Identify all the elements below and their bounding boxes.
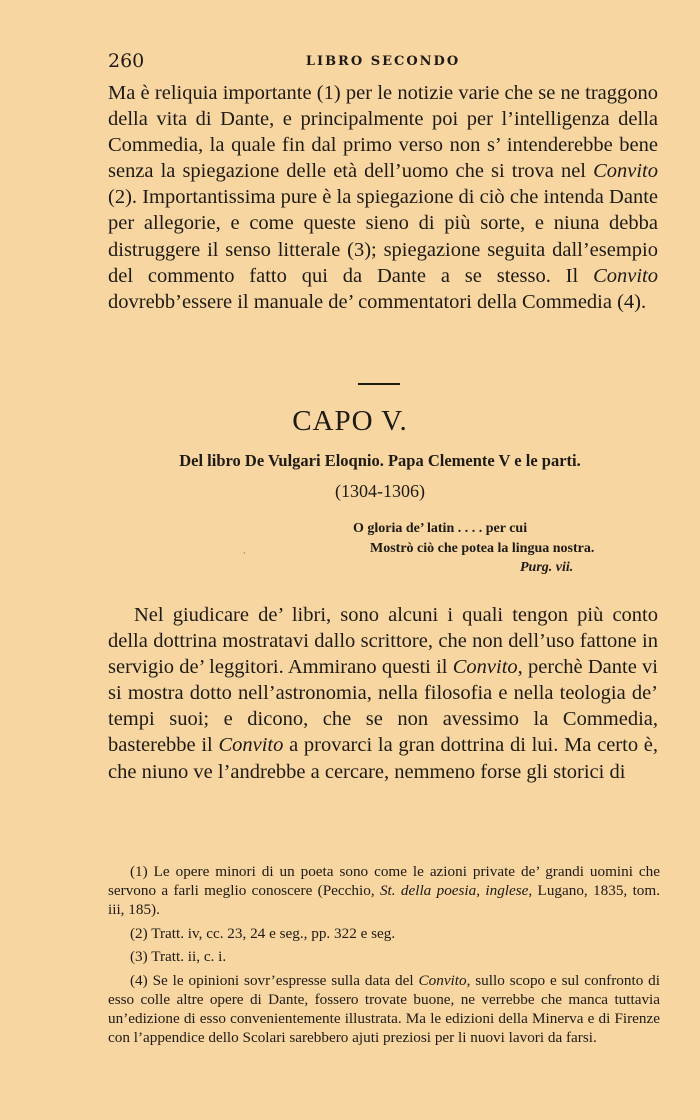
chapter-dates: (1304-1306): [335, 481, 425, 501]
footnote: [108, 924, 660, 943]
text-run: (4) Se le opinioni sovr’espresse sulla data del: [130, 971, 419, 989]
text-run: Nel giudicare de’ libri, sono alcuni i quali tengon più conto della dottrina mostratavi dallo scrittore, che non dell’uso fattone in servigio de’ leggitori. Ammirano questi il: [108, 604, 658, 679]
text-run: , Lugano, 1835, tom. iii, 185).: [108, 882, 660, 918]
chapter-subtitle: Del libro De Vulgari Eloqnio. Papa Clemente V e le parti.: [179, 451, 581, 470]
printing-speck: ·: [243, 549, 246, 558]
footnote: [108, 971, 660, 1047]
chapter-title: CAPO V.: [292, 405, 408, 437]
text-run: (2) Tratt. iv, cc. 23, 24 e seg., pp. 322 e seg.: [130, 924, 396, 942]
epigraph-source: Purg. vii.: [520, 560, 574, 575]
footnotes: [108, 862, 660, 1051]
italic-title: Convito: [452, 656, 518, 679]
text-run: Ma è reliquia importante (1) per le notizie varie che se ne traggono della vita di Dante, e principalmente poi per l’intelligenza della Commedia, la quale fin dal primo verso non s’ intenderebbe bene senza la spiegazione delle età dell’uomo che si trova nel: [108, 82, 658, 183]
main-paragraph: [108, 602, 658, 785]
footnote: [108, 947, 660, 966]
footnote: [108, 862, 660, 919]
italic-title: Convito: [593, 264, 658, 287]
epigraph-line: Mostrò ciò che potea la lingua nostra.: [370, 540, 595, 556]
text-run: , sullo scopo e sul confronto di esso colle altre opere di Dante, fossero trovate buone, ne verrebbe che manca tuttavia un’edizione di esso convenientemente illustrata. Ma le edizioni della Minerva e di Firenze con l’appendice dello Scolari sarebbero ajuti preziosi per li nuovi lavori da farsi.: [108, 971, 660, 1046]
running-head: [108, 50, 658, 76]
italic-title: Convito: [593, 160, 658, 183]
text-run: (2). Importantissima pure è la spiegazione di ciò che intenda Dante per allegorie, e come queste sieno di più sorte, e niuna debba distruggere il senso litterale (3); spiegazione seguita dall’esempio del commento fatto qui da Dante a se stesso. Il: [108, 186, 658, 287]
text-run: (1) Le opere minori di un poeta sono come le azioni private de’ grandi uomini che servono a farli meglio conoscere (Pecchio,: [108, 863, 660, 899]
italic-title: Convito: [418, 971, 467, 989]
intro-paragraph: [108, 80, 658, 315]
text-run: a provarci la gran dottrina di lui. Ma certo è, che niuno ve l’andrebbe a cercare, nemmeno forse gli storici di: [108, 734, 658, 783]
text-run: dovrebb’essere il manuale de’ commentatori della Commedia (4).: [108, 290, 647, 313]
italic-title: Convito: [218, 734, 284, 757]
running-title: LIBRO SECONDO: [305, 54, 461, 69]
italic-title: St. della poesia, inglese: [379, 882, 529, 899]
page-number: 260: [108, 50, 145, 72]
section-separator: [358, 383, 400, 385]
text-run: , perchè Dante vi si mostra dotto nell’astronomia, nella filosofia e nella teologia de’ tempi suoi; e dicono, che se non avessimo la Commedia, basterebbe il: [108, 656, 658, 757]
epigraph-line: O gloria de’ latin . . . . per cui: [353, 521, 528, 536]
text-run: (3) Tratt. ii, c. i.: [130, 948, 227, 965]
epigraph: [350, 519, 660, 578]
